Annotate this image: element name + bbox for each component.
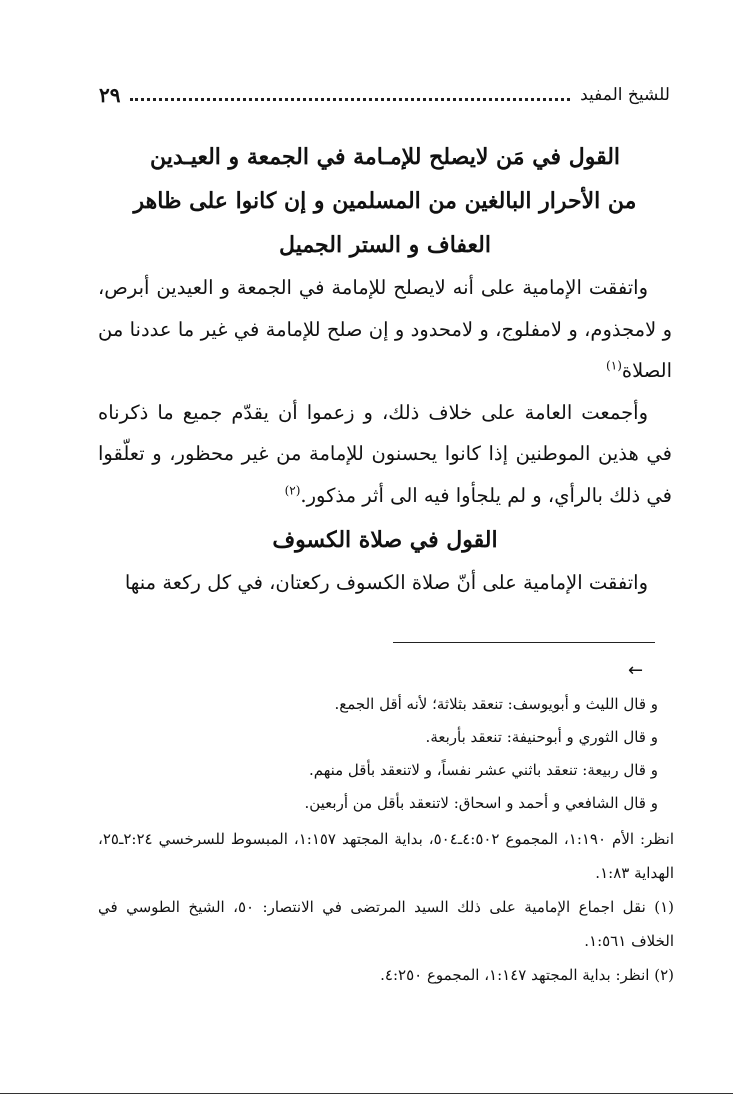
paragraph — [98, 562, 672, 604]
footnote-marker: (٢) — [284, 483, 301, 497]
paragraph — [98, 267, 672, 392]
paragraph-text: وأجمعت العامة على خلاف ذلك، و زعموا أن يقدّم جميع ما ذكرناه في هذين الموطنين إذا كانوا يحسنون للإمامة من غير محظور، و تعلّقوا في ذلك بالرأي، و لم يلجأوا فيه الى أثر مذكور. — [98, 400, 672, 507]
main-text — [98, 135, 672, 604]
footnote-2: (٢) انظر: بداية المجتهد ١:١٤٧، المجموع ٤:٢٥٠. — [380, 966, 674, 984]
section-heading-line: القول في مَن لايصلح للإمـامة في الجمعة و العيـدين — [149, 144, 621, 170]
continuation-arrow-icon: ← — [628, 660, 644, 681]
footnote-separator — [393, 642, 655, 643]
page-number: ٢٩ — [99, 83, 121, 107]
running-title: للشيخ المفيد — [580, 85, 670, 105]
paragraph-text: واتفقت الإمامية على أنّ صلاة الكسوف ركعتان، في كل ركعة منها — [124, 571, 648, 594]
footnote-quote: و قال الثوري و أبوحنيفة: تنعقد بأربعة. — [425, 728, 658, 746]
footnotes — [98, 688, 674, 992]
footnote-marker: (١) — [606, 358, 622, 373]
header-dot-leader — [130, 98, 570, 101]
footnote-quote: و قال ربيعة: تنعقد باثني عشر نفساً، و لاتنعقد بأقل منهم. — [308, 761, 658, 779]
page-header — [95, 80, 670, 110]
section-heading-line: العفاف و الستر الجميل — [279, 232, 491, 258]
footnote-1: (١) نقل اجماع الإمامية على ذلك السيد المرتضى في الانتصار: ٥٠، الشيخ الطوسي في الخلاف ١:٥٦١. — [98, 898, 674, 950]
footnote-sources: انظر: الأم ١:١٩٠، المجموع ٤:٥٠٢ـ٥٠٤، بداية المجتهد ١:١٥٧، المبسوط للسرخسي ٢:٢٤ـ٢٥، الهداية ١:٨٣. — [98, 830, 675, 882]
section-heading: القول في صلاة الكسوف — [272, 527, 498, 553]
footnote-quote: و قال الشافعي و أحمد و اسحاق: لاتنعقد بأقل من أربعين. — [304, 794, 658, 812]
page-bottom-edge — [0, 1093, 733, 1094]
section-heading-line: من الأحرار البالغين من المسلمين و إن كانوا على ظاهر — [133, 188, 637, 214]
paragraph — [98, 392, 672, 517]
footnote-quote: و قال الليث و أبويوسف: تنعقد بثلاثة؛ لأنه أقل الجمع. — [334, 695, 658, 713]
paragraph-text: واتفقت الإمامية على أنه لايصلح للإمامة في الجمعة و العيدين أبرص، و لامجذوم، و لامفلوج، و لامحدود و إن صلح للإمامة في غير ما عددنا من الصلاة — [98, 276, 672, 382]
